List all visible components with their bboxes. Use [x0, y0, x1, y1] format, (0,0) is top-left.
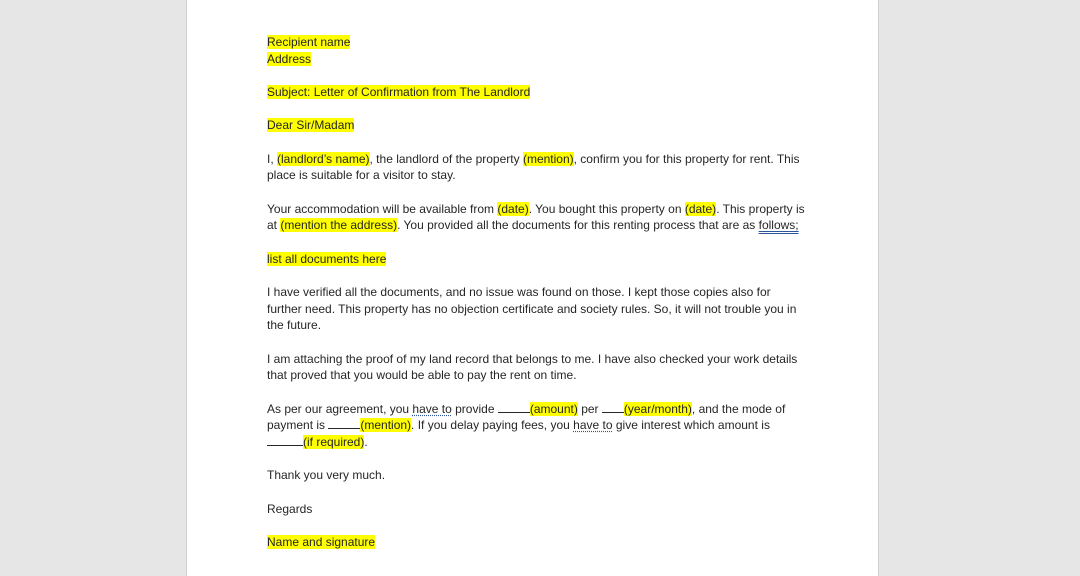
- text-run: . You provided all the documents for this renting process that are as: [397, 218, 759, 233]
- text-run: , the landlord of the property: [369, 151, 523, 166]
- placeholder-period[interactable]: (year/month): [623, 401, 692, 416]
- grammar-flag-have-to[interactable]: have to: [412, 401, 452, 416]
- document-page: [186, 0, 879, 576]
- salutation-line: [267, 117, 807, 134]
- grammar-flag-follows[interactable]: follows;: [758, 218, 799, 233]
- recipient-block: [267, 34, 807, 67]
- text-run: .: [364, 435, 368, 449]
- blank-line[interactable]: [267, 434, 303, 446]
- text-run: Your accommodation will be available from: [267, 201, 498, 216]
- placeholder-amount[interactable]: (amount): [529, 401, 578, 416]
- placeholder-signature[interactable]: Name and signature: [267, 534, 376, 549]
- placeholder-address[interactable]: (mention the address): [280, 218, 398, 233]
- placeholder-available-date[interactable]: (date): [497, 201, 529, 216]
- placeholder-landlord-name[interactable]: (landlord’s name): [277, 151, 370, 166]
- paragraph-confirmation[interactable]: [267, 151, 807, 184]
- text-run: . You bought this property on: [528, 201, 685, 216]
- blank-line[interactable]: [602, 401, 624, 413]
- salutation-text[interactable]: Dear Sir/Madam: [267, 118, 355, 133]
- placeholder-interest[interactable]: (if required): [303, 435, 365, 449]
- thanks-line[interactable]: Thank you very much.: [267, 468, 386, 483]
- blank-line[interactable]: [328, 417, 360, 429]
- paragraph-verification[interactable]: I have verified all the documents, and no issue was found on those. I kept those copies also for further need. This property has no objection certificate and society rules. So, it will not trouble you in the future.: [267, 284, 797, 333]
- placeholder-payment-mode[interactable]: (mention): [360, 418, 412, 433]
- text-run: As per our agreement, you: [267, 401, 413, 416]
- letter-body: [267, 34, 807, 567]
- documents-placeholder-line: [267, 251, 807, 268]
- text-run: provide: [451, 401, 498, 416]
- text-run: I,: [267, 151, 278, 166]
- subject-line: [267, 84, 807, 101]
- closing-line[interactable]: Regards: [267, 501, 313, 516]
- placeholder-documents-list[interactable]: list all documents here: [267, 251, 387, 266]
- paragraph-availability[interactable]: [267, 201, 807, 234]
- paragraph-payment[interactable]: [267, 401, 807, 451]
- placeholder-property[interactable]: (mention): [522, 151, 574, 166]
- recipient-address[interactable]: Address: [267, 51, 312, 66]
- text-run: . This property is at: [267, 201, 805, 233]
- text-run: . If you delay paying fees, you: [411, 418, 574, 433]
- paragraph-proof[interactable]: I am attaching the proof of my land record that belongs to me. I have also checked your work details that proved that you would be able to pay the rent on time.: [267, 351, 798, 383]
- text-run: give interest which amount is: [612, 418, 770, 433]
- text-run: , confirm you for this property for rent. This place is suitable for a visitor to stay.: [267, 151, 800, 183]
- text-run: , and the mode of payment is: [267, 401, 786, 433]
- signature-line: [267, 534, 807, 551]
- text-run: per: [577, 401, 602, 416]
- subject-text[interactable]: Subject: Letter of Confirmation from The Landlord: [267, 85, 531, 99]
- recipient-name[interactable]: Recipient name: [267, 35, 351, 49]
- blank-line[interactable]: [498, 401, 530, 413]
- placeholder-bought-date[interactable]: (date): [684, 201, 717, 216]
- grammar-flag-have-to[interactable]: have to: [573, 418, 613, 433]
